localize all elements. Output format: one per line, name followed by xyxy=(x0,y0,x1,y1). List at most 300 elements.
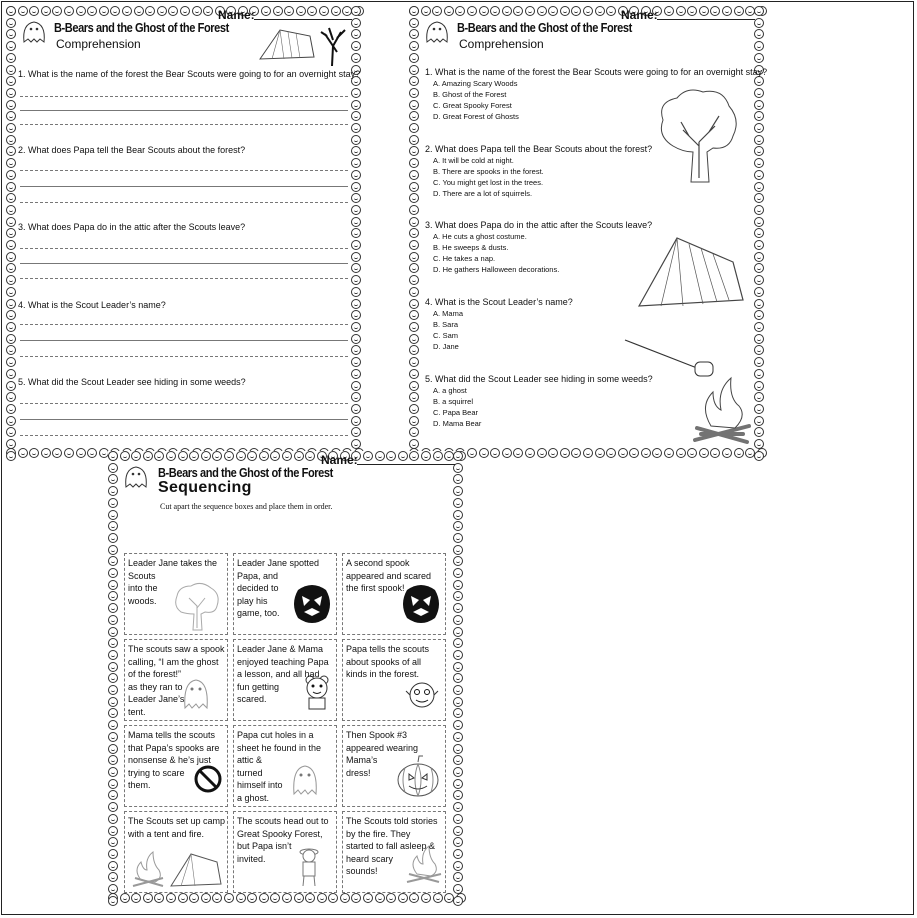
pumpkin-icon xyxy=(467,6,477,16)
pumpkin-icon xyxy=(157,6,167,16)
pumpkin-icon xyxy=(676,6,686,16)
pumpkin-icon xyxy=(629,448,639,458)
sequence-card-text: Then Spook #3 appeared wearing Mama’s dress! xyxy=(346,730,419,778)
pumpkin-icon xyxy=(224,451,234,461)
answer-option[interactable]: A. Amazing Scary Woods xyxy=(433,79,518,88)
answer-line[interactable] xyxy=(20,110,348,111)
pumpkin-icon xyxy=(6,53,16,63)
pumpkin-icon xyxy=(618,448,628,458)
pumpkin-icon xyxy=(108,697,118,707)
answer-option[interactable]: D. There are a lot of squirrels. xyxy=(433,189,533,198)
pumpkin-icon xyxy=(351,299,361,309)
pumpkin-icon xyxy=(6,252,16,262)
pumpkin-icon xyxy=(6,287,16,297)
pumpkin-icon xyxy=(351,29,361,39)
answer-option[interactable]: D. Mama Bear xyxy=(433,419,482,428)
pumpkin-icon xyxy=(375,893,385,903)
pumpkin-icon xyxy=(108,650,118,660)
pumpkin-icon xyxy=(490,6,500,16)
pumpkin-icon xyxy=(108,720,118,730)
pumpkin-icon xyxy=(754,275,764,285)
pumpkin-icon xyxy=(351,6,361,16)
pumpkin-icon xyxy=(409,65,419,75)
monster-icon xyxy=(405,678,439,717)
pumpkin-icon xyxy=(6,193,16,203)
pumpkin-icon xyxy=(294,893,304,903)
pumpkin-icon xyxy=(754,252,764,262)
pumpkin-icon xyxy=(6,205,16,215)
pumpkin-border-left xyxy=(108,451,121,906)
pumpkin-icon xyxy=(595,6,605,16)
question-5: 5. What did the Scout Leader see hiding in some weeds? xyxy=(425,374,653,384)
answer-line[interactable] xyxy=(20,170,348,171)
pumpkin-icon xyxy=(409,18,419,28)
pumpkin-icon xyxy=(453,533,463,543)
pumpkin-icon xyxy=(467,448,477,458)
pumpkin-icon xyxy=(453,732,463,742)
pumpkin-icon xyxy=(236,451,246,461)
pumpkin-icon xyxy=(754,193,764,203)
pumpkin-icon xyxy=(421,451,431,461)
pumpkin-icon xyxy=(453,814,463,824)
answer-line[interactable] xyxy=(20,435,348,436)
pumpkin-icon xyxy=(108,790,118,800)
pumpkin-icon xyxy=(444,6,454,16)
worksheet-title: B-Bears and the Ghost of the Forest xyxy=(457,20,632,35)
pumpkin-icon xyxy=(363,893,373,903)
pumpkin-icon xyxy=(6,322,16,332)
pumpkin-icon xyxy=(754,451,764,461)
pumpkin-icon xyxy=(754,88,764,98)
pumpkin-icon xyxy=(409,357,419,367)
pumpkin-icon xyxy=(6,170,16,180)
tent-icon xyxy=(258,24,316,62)
sequence-card[interactable] xyxy=(342,811,446,893)
answer-option[interactable]: A. It will be cold at night. xyxy=(433,156,514,165)
pumpkin-border-left xyxy=(409,6,422,461)
pumpkin-icon xyxy=(6,158,16,168)
pumpkin-icon xyxy=(754,123,764,133)
pumpkin-icon xyxy=(409,228,419,238)
pumpkin-icon xyxy=(490,448,500,458)
question-4: 4. What is the Scout Leader’s name? xyxy=(425,297,573,307)
pumpkin-icon xyxy=(270,893,280,903)
sequence-card[interactable] xyxy=(342,725,446,807)
name-field-line[interactable] xyxy=(357,464,455,465)
pumpkin-icon xyxy=(6,6,16,16)
pumpkin-icon xyxy=(664,448,674,458)
answer-line[interactable] xyxy=(20,96,348,97)
pumpkin-icon xyxy=(754,135,764,145)
sequence-card[interactable] xyxy=(233,639,337,721)
pumpkin-icon xyxy=(754,287,764,297)
ghost-icon xyxy=(423,18,451,44)
pumpkin-icon xyxy=(108,872,118,882)
pumpkin-icon xyxy=(560,448,570,458)
pumpkin-icon xyxy=(64,6,74,16)
sequence-card-text: Mama tells the scouts that Papa’s spooks are nonsense & he’s just trying to scare them. xyxy=(128,730,220,790)
pumpkin-icon xyxy=(453,568,463,578)
answer-option[interactable]: B. Sara xyxy=(433,320,459,329)
pumpkin-icon xyxy=(560,6,570,16)
pumpkin-icon xyxy=(453,884,463,894)
pumpkin-icon xyxy=(571,448,581,458)
pumpkin-border-top xyxy=(409,6,767,19)
answer-option[interactable]: B. Ghost of the Forest xyxy=(433,90,507,99)
tree-icon xyxy=(653,86,741,186)
pumpkin-icon xyxy=(409,205,419,215)
pumpkin-icon xyxy=(453,580,463,590)
pumpkin-icon xyxy=(351,146,361,156)
pumpkin-icon xyxy=(351,381,361,391)
pumpkin-icon xyxy=(166,451,176,461)
pumpkin-icon xyxy=(120,893,130,903)
answer-option[interactable]: C. Great Spooky Forest xyxy=(433,101,512,110)
sequence-card-text: Leader Jane takes the Scouts into the woods. xyxy=(128,558,218,606)
pumpkin-icon xyxy=(351,369,361,379)
tent-icon xyxy=(637,234,745,310)
pumpkin-icon xyxy=(282,893,292,903)
pumpkin-icon xyxy=(453,510,463,520)
pumpkin-icon xyxy=(18,448,28,458)
pumpkin-icon xyxy=(409,427,419,437)
sequence-card[interactable] xyxy=(124,639,228,721)
pumpkin-icon xyxy=(409,310,419,320)
pumpkin-icon xyxy=(754,404,764,414)
pumpkin-icon xyxy=(189,451,199,461)
answer-line[interactable] xyxy=(20,278,348,279)
pumpkin-icon xyxy=(351,439,361,449)
pumpkin-icon xyxy=(6,135,16,145)
pumpkin-icon xyxy=(453,486,463,496)
pumpkin-icon xyxy=(754,381,764,391)
pumpkin-icon xyxy=(351,182,361,192)
pumpkin-icon xyxy=(525,448,535,458)
pumpkin-icon xyxy=(351,135,361,145)
pumpkin-icon xyxy=(453,767,463,777)
campfire-icon xyxy=(691,376,753,448)
pumpkin-icon xyxy=(351,123,361,133)
pumpkin-icon xyxy=(754,53,764,63)
pumpkin-icon xyxy=(351,217,361,227)
pumpkin-icon xyxy=(453,802,463,812)
pumpkin-icon xyxy=(513,6,523,16)
answer-line[interactable] xyxy=(20,356,348,357)
pumpkin-icon xyxy=(351,893,361,903)
pumpkin-icon xyxy=(351,345,361,355)
answer-option[interactable]: C. Sam xyxy=(433,331,459,340)
pumpkin-icon xyxy=(595,448,605,458)
pumpkin-icon xyxy=(453,556,463,566)
sequence-card[interactable] xyxy=(342,553,446,635)
pumpkin-icon xyxy=(6,451,16,461)
pumpkin-icon xyxy=(52,448,62,458)
pumpkin-icon xyxy=(754,357,764,367)
pumpkin-icon xyxy=(699,448,709,458)
pumpkin-icon xyxy=(108,498,118,508)
pumpkin-icon xyxy=(192,6,202,16)
name-field-line[interactable] xyxy=(254,19,352,20)
worksheet-subtitle: Comprehension xyxy=(56,37,141,51)
answer-option[interactable]: A. Mama xyxy=(433,309,464,318)
pumpkin-icon xyxy=(409,439,419,449)
pumpkin-border-right xyxy=(453,451,466,906)
pumpkin-icon xyxy=(548,448,558,458)
pumpkin-icon xyxy=(409,146,419,156)
pumpkin-icon xyxy=(351,287,361,297)
sequence-card[interactable] xyxy=(124,725,228,807)
pumpkin-icon xyxy=(259,451,269,461)
pumpkin-icon xyxy=(108,545,118,555)
pumpkin-icon xyxy=(409,170,419,180)
pumpkin-icon xyxy=(6,41,16,51)
pumpkin-icon xyxy=(351,357,361,367)
pumpkin-icon xyxy=(754,146,764,156)
pumpkin-icon xyxy=(409,88,419,98)
pumpkin-icon xyxy=(305,893,315,903)
pumpkin-icon xyxy=(351,53,361,63)
pumpkin-icon xyxy=(453,638,463,648)
pumpkin-icon xyxy=(583,448,593,458)
pumpkin-icon xyxy=(6,439,16,449)
pumpkin-icon xyxy=(6,76,16,86)
pumpkin-icon xyxy=(52,6,62,16)
pumpkin-icon xyxy=(754,41,764,51)
pumpkin-icon xyxy=(754,369,764,379)
pumpkin-icon xyxy=(6,100,16,110)
pumpkin-icon xyxy=(6,392,16,402)
pumpkin-icon xyxy=(409,240,419,250)
answer-line[interactable] xyxy=(20,248,348,249)
pumpkin-icon xyxy=(453,673,463,683)
pumpkin-icon xyxy=(453,474,463,484)
pumpkin-icon xyxy=(273,6,283,16)
pumpkin-icon xyxy=(6,217,16,227)
pumpkin-icon xyxy=(108,638,118,648)
pumpkin-icon xyxy=(754,205,764,215)
pumpkin-icon xyxy=(699,6,709,16)
pumpkin-icon xyxy=(409,193,419,203)
name-field-line[interactable] xyxy=(657,19,755,20)
answer-option[interactable]: A. He cuts a ghost costume. xyxy=(433,232,527,241)
pumpkin-icon xyxy=(6,228,16,238)
pumpkin-icon xyxy=(453,521,463,531)
pumpkin-border-top xyxy=(108,451,466,464)
answer-line[interactable] xyxy=(20,403,348,404)
pumpkin-icon xyxy=(87,448,97,458)
pumpkin-icon xyxy=(386,451,396,461)
worksheet-subtitle: Comprehension xyxy=(459,37,544,51)
pumpkin-icon xyxy=(409,263,419,273)
answer-line[interactable] xyxy=(20,419,348,420)
pumpkin-icon xyxy=(754,427,764,437)
sequence-card[interactable] xyxy=(233,725,337,807)
pumpkin-icon xyxy=(319,6,329,16)
pumpkin-icon xyxy=(409,123,419,133)
pumpkin-icon xyxy=(87,6,97,16)
pumpkin-icon xyxy=(479,448,489,458)
pumpkin-icon xyxy=(409,451,419,461)
pumpkin-icon xyxy=(363,451,373,461)
pumpkin-icon xyxy=(108,510,118,520)
pumpkin-icon xyxy=(432,6,442,16)
pumpkin-icon xyxy=(178,451,188,461)
pumpkin-icon xyxy=(453,708,463,718)
sequence-card[interactable] xyxy=(342,639,446,721)
pumpkin-icon xyxy=(108,732,118,742)
pumpkin-icon xyxy=(754,182,764,192)
sequence-card[interactable] xyxy=(124,553,228,635)
pumpkin-icon xyxy=(386,893,396,903)
pumpkin-icon xyxy=(108,463,118,473)
pumpkin-icon xyxy=(409,41,419,51)
pumpkin-icon xyxy=(409,217,419,227)
pumpkin-icon xyxy=(583,6,593,16)
pumpkin-icon xyxy=(270,451,280,461)
pumpkin-icon xyxy=(409,369,419,379)
pumpkin-icon xyxy=(409,29,419,39)
answer-line[interactable] xyxy=(20,263,348,264)
pumpkin-icon xyxy=(754,334,764,344)
answer-option[interactable]: A. a ghost xyxy=(433,386,467,395)
answer-option[interactable]: D. Great Forest of Ghosts xyxy=(433,112,519,121)
answer-line[interactable] xyxy=(20,124,348,125)
pumpkin-icon xyxy=(351,427,361,437)
pumpkin-icon xyxy=(6,275,16,285)
pumpkin-icon xyxy=(212,451,222,461)
sequence-card[interactable] xyxy=(233,553,337,635)
pumpkin-icon xyxy=(131,893,141,903)
pumpkin-icon xyxy=(453,451,463,461)
pumpkin-icon xyxy=(453,755,463,765)
pumpkin-icon xyxy=(108,486,118,496)
pumpkin-icon xyxy=(261,6,271,16)
pumpkin-icon xyxy=(421,6,431,16)
pumpkin-icon xyxy=(224,893,234,903)
answer-option[interactable]: D. He gathers Halloween decorations. xyxy=(433,265,560,274)
answer-option[interactable]: B. a squirrel xyxy=(433,397,474,406)
pumpkin-icon xyxy=(108,767,118,777)
pumpkin-icon xyxy=(6,240,16,250)
answer-line[interactable] xyxy=(20,202,348,203)
pumpkin-icon xyxy=(453,896,463,906)
answer-option[interactable]: C. He takes a nap. xyxy=(433,254,496,263)
pumpkin-border-top xyxy=(6,6,364,19)
pumpkin-icon xyxy=(409,275,419,285)
pumpkin-icon xyxy=(108,849,118,859)
pumpkin-icon xyxy=(108,521,118,531)
pumpkin-icon xyxy=(154,893,164,903)
pumpkin-icon xyxy=(108,591,118,601)
pumpkin-icon xyxy=(351,334,361,344)
answer-option[interactable]: D. Jane xyxy=(433,342,459,351)
answer-option[interactable]: B. He sweeps & dusts. xyxy=(433,243,509,252)
pumpkin-icon xyxy=(453,744,463,754)
pumpkin-icon xyxy=(754,6,764,16)
question-2: 2. What does Papa tell the Bear Scouts about the forest? xyxy=(425,144,653,154)
pumpkin-icon xyxy=(110,6,120,16)
pumpkin-icon xyxy=(29,448,39,458)
pumpkin-icon xyxy=(525,6,535,16)
pumpkin-icon xyxy=(41,6,51,16)
pumpkin-icon xyxy=(676,448,686,458)
pumpkin-icon xyxy=(99,6,109,16)
pumpkin-icon xyxy=(351,18,361,28)
pumpkin-icon xyxy=(453,615,463,625)
pumpkin-icon xyxy=(29,6,39,16)
pumpkin-icon xyxy=(453,872,463,882)
answer-line[interactable] xyxy=(20,340,348,341)
sequence-card-text: Leader Jane & Mama enjoyed teaching Papa a lesson, and all had fun getting scared. xyxy=(237,644,329,704)
pumpkin-icon xyxy=(453,650,463,660)
pumpkin-icon xyxy=(453,697,463,707)
marshmallow-stick-icon xyxy=(623,336,719,380)
pumpkin-icon xyxy=(108,533,118,543)
pumpkin-icon xyxy=(351,100,361,110)
pumpkin-icon xyxy=(18,6,28,16)
answer-option[interactable]: C. You might get lost in the trees. xyxy=(433,178,544,187)
pumpkin-icon xyxy=(108,779,118,789)
pumpkin-icon xyxy=(453,861,463,871)
pumpkin-icon xyxy=(108,556,118,566)
name-label: Name: xyxy=(218,8,255,22)
pumpkin-icon xyxy=(108,615,118,625)
pumpkin-icon xyxy=(6,427,16,437)
pumpkin-icon xyxy=(734,448,744,458)
pumpkin-icon xyxy=(284,6,294,16)
pumpkin-icon xyxy=(108,685,118,695)
pumpkin-icon xyxy=(409,111,419,121)
pumpkin-icon xyxy=(754,310,764,320)
pumpkin-icon xyxy=(351,322,361,332)
pumpkin-icon xyxy=(351,310,361,320)
pumpkin-icon xyxy=(247,893,257,903)
pumpkin-icon xyxy=(282,451,292,461)
pumpkin-icon xyxy=(409,416,419,426)
pumpkin-icon xyxy=(108,673,118,683)
pumpkin-icon xyxy=(201,451,211,461)
sequencing-worksheet xyxy=(108,451,466,906)
answer-option[interactable]: B. There are spooks in the forest. xyxy=(433,167,544,176)
pumpkin-icon xyxy=(6,146,16,156)
answer-option[interactable]: C. Papa Bear xyxy=(433,408,479,417)
pumpkin-icon xyxy=(453,662,463,672)
pumpkin-icon xyxy=(6,88,16,98)
pumpkin-icon xyxy=(108,755,118,765)
pumpkin-icon xyxy=(6,29,16,39)
pumpkin-icon xyxy=(754,76,764,86)
pumpkin-icon xyxy=(6,345,16,355)
question-1: 1. What is the name of the forest the Bear Scouts were going to for an overnight stay? xyxy=(18,69,361,79)
pumpkin-icon xyxy=(409,299,419,309)
sequence-card[interactable] xyxy=(233,811,337,893)
pumpkin-icon xyxy=(6,123,16,133)
pumpkin-icon xyxy=(6,310,16,320)
pumpkin-icon xyxy=(328,893,338,903)
sequence-card-text: A second spook appeared and scared the first spook! xyxy=(346,558,432,593)
question-1: 1. What is the name of the forest the Bear Scouts were going to for an overnight stay? xyxy=(425,67,768,77)
pumpkin-icon xyxy=(409,893,419,903)
pumpkin-icon xyxy=(351,240,361,250)
answer-line[interactable] xyxy=(20,186,348,187)
pumpkin-icon xyxy=(351,404,361,414)
question-3: 3. What does Papa do in the attic after the Scouts leave? xyxy=(425,220,653,230)
pumpkin-icon xyxy=(331,6,341,16)
pumpkin-icon xyxy=(131,451,141,461)
answer-line[interactable] xyxy=(20,324,348,325)
pumpkin-icon xyxy=(502,6,512,16)
sequence-card[interactable] xyxy=(124,811,228,893)
